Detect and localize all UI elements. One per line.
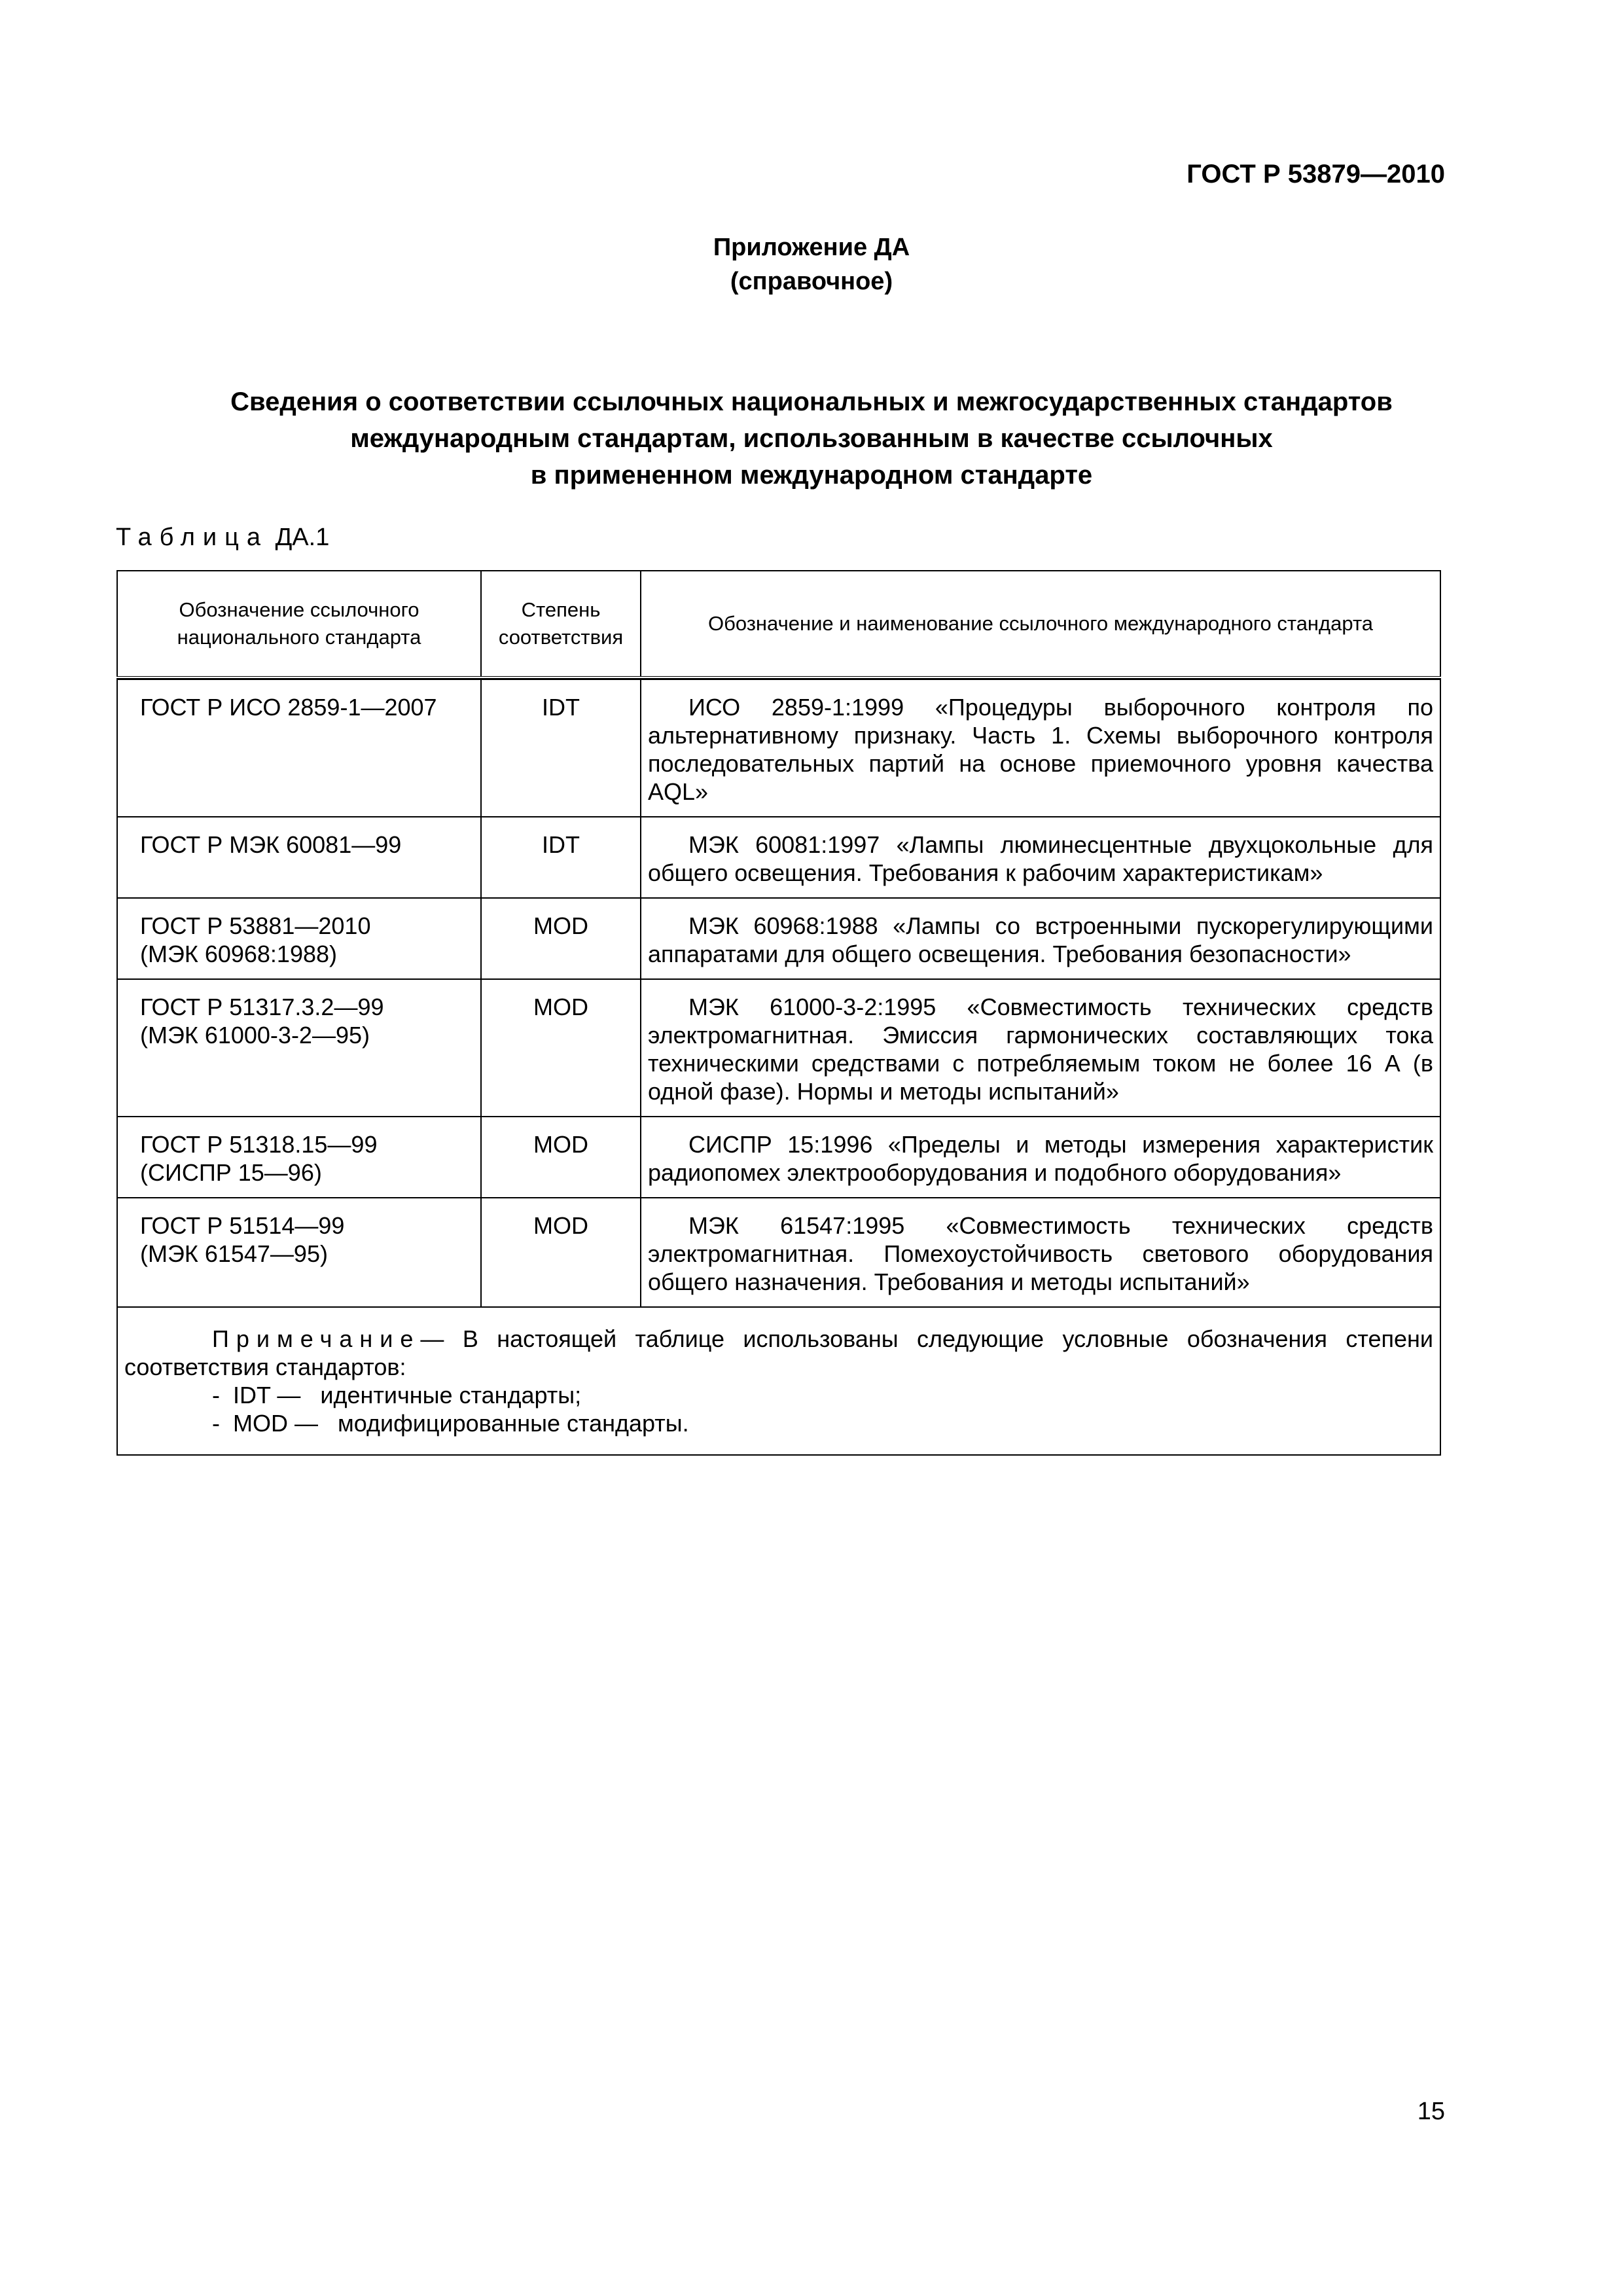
annex-heading — [0, 230, 1623, 298]
table-caption — [116, 524, 329, 552]
note-item-idt: - IDT — идентичные стандарты; — [212, 1382, 582, 1408]
note-item-code: MOD — [233, 1410, 288, 1437]
degree-cell: MOD — [481, 1198, 641, 1307]
section-title — [0, 384, 1623, 493]
table-row — [117, 1198, 1440, 1307]
table-row — [117, 817, 1440, 898]
national-designation: ГОСТ Р 51317.3.2—99 — [140, 994, 384, 1020]
national-designation-equivalent: (МЭК 61547—95) — [140, 1240, 328, 1267]
international-standard-cell — [641, 1117, 1440, 1198]
note-text: В настоящей таблице использованы следующие условные обозначения степени соответствия стандартов: — [124, 1325, 1433, 1380]
header-degree: Степень соответствия — [481, 571, 641, 677]
table-note — [117, 1307, 1440, 1455]
national-standard-cell — [117, 1117, 481, 1198]
note-label: Примечание — [212, 1325, 421, 1352]
table-row — [117, 979, 1440, 1117]
international-standard-cell — [641, 817, 1440, 898]
degree-cell: MOD — [481, 898, 641, 979]
international-designation: МЭК 61000-3-2:1995 «Совместимость технических средств электромагнитная. Эмиссия гармонических составляющих тока техническими средствами с потребляемым током не более 16 А (в одной фазе). Нормы и методы испытаний» — [648, 994, 1433, 1105]
international-designation: МЭК 60081:1997 «Лампы люминесцентные двухцокольные для общего освещения. Требования к рабочим характеристикам» — [648, 831, 1433, 886]
international-standard-cell — [641, 979, 1440, 1117]
annex-type: (справочное) — [730, 268, 893, 295]
national-designation-equivalent: (МЭК 61000-3-2—95) — [140, 1022, 370, 1049]
national-designation: ГОСТ Р 51514—99 — [140, 1212, 345, 1239]
annex-title: Приложение ДА — [713, 234, 910, 261]
international-standard-cell — [641, 679, 1440, 817]
international-designation: ИСО 2859-1:1999 «Процедуры выборочного контроля по альтернативному признаку. Часть 1. Схемы выборочного контроля последовательных партий на основе приемочного уровня качества AQL» — [648, 694, 1433, 805]
national-designation: ГОСТ Р ИСО 2859-1—2007 — [140, 694, 437, 721]
degree-cell: IDT — [481, 817, 641, 898]
national-standard-cell — [117, 979, 481, 1117]
national-standard-cell — [117, 817, 481, 898]
national-standard-cell — [117, 898, 481, 979]
degree-cell: MOD — [481, 1117, 641, 1198]
header-international-standard: Обозначение и наименование ссылочного международного стандарта — [641, 571, 1440, 677]
note-item-code: IDT — [233, 1382, 271, 1408]
title-line-2: международным стандартам, использованным в качестве ссылочных — [350, 424, 1273, 453]
table-row — [117, 1117, 1440, 1198]
international-standard-cell — [641, 1198, 1440, 1307]
table-row — [117, 898, 1440, 979]
national-designation: ГОСТ Р 51318.15—99 — [140, 1131, 378, 1158]
national-standard-cell — [117, 679, 481, 817]
table-caption-number: ДА.1 — [275, 524, 330, 551]
note-paragraph — [124, 1325, 1433, 1381]
international-designation: МЭК 61547:1995 «Совместимость технических средств электромагнитная. Помехоустойчивость светового оборудования общего назначения. Требования и методы испытаний» — [648, 1212, 1433, 1295]
national-designation-equivalent: (МЭК 60968:1988) — [140, 941, 338, 967]
title-line-1: Сведения о соответствии ссылочных национальных и межгосударственных стандартов — [230, 387, 1393, 416]
table-caption-word: Таблица — [116, 524, 268, 551]
national-standard-cell — [117, 1198, 481, 1307]
degree-cell: IDT — [481, 679, 641, 817]
table-row — [117, 679, 1440, 817]
document-code: ГОСТ Р 53879—2010 — [1186, 160, 1445, 188]
national-designation-equivalent: (СИСПР 15—96) — [140, 1159, 322, 1186]
correspondence-table — [116, 570, 1441, 1456]
note-item-desc: модифицированные стандарты. — [338, 1410, 689, 1437]
international-standard-cell — [641, 898, 1440, 979]
international-designation: МЭК 60968:1988 «Лампы со встроенными пускорегулирующими аппаратами для общего освещения. Требования безопасности» — [648, 912, 1433, 967]
international-designation: СИСПР 15:1996 «Пределы и методы измерения характеристик радиопомех электрооборудования и подобного оборудования» — [648, 1131, 1433, 1186]
table-header-row — [117, 571, 1440, 677]
header-national-standard: Обозначение ссылочного национального стандарта — [117, 571, 481, 677]
degree-cell: MOD — [481, 979, 641, 1117]
national-designation: ГОСТ Р 53881—2010 — [140, 912, 371, 939]
note-item-mod: - MOD — модифицированные стандарты. — [212, 1410, 689, 1437]
table-note-row — [117, 1307, 1440, 1455]
note-dash: — — [420, 1325, 444, 1352]
note-item-desc: идентичные стандарты; — [320, 1382, 582, 1408]
national-designation: ГОСТ Р МЭК 60081—99 — [140, 831, 402, 858]
page-number: 15 — [1417, 2098, 1445, 2125]
title-line-3: в примененном международном стандарте — [530, 461, 1093, 490]
